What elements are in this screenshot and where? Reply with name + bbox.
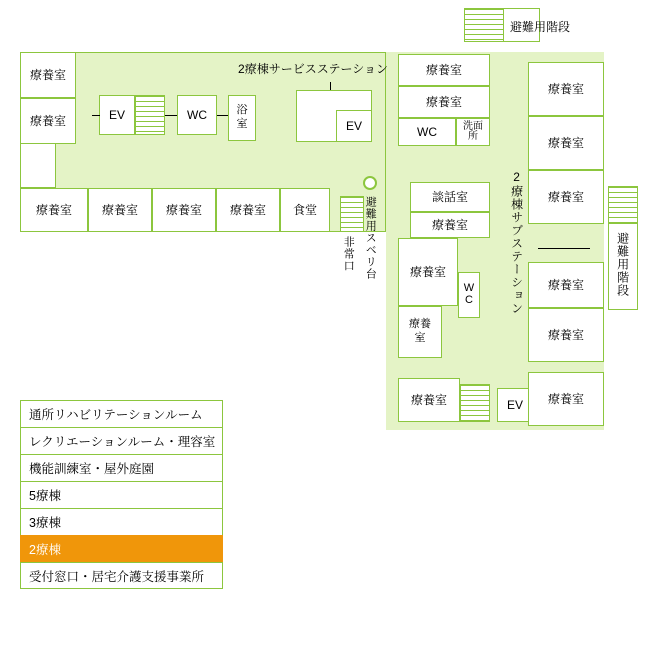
connector-wc-bath [217, 115, 228, 116]
legend-label-0: 通所リハビリテーションルーム [29, 408, 203, 422]
room-bath-left [228, 95, 256, 141]
emergency-exit-label: 非常口 [342, 236, 355, 272]
room-care-center-small [398, 306, 442, 358]
room-bath-label-2: 室 [236, 118, 248, 130]
legend-label-1: レクリエーションルーム・理容室 [29, 435, 216, 449]
room-talk: 談話室 [410, 182, 490, 212]
legend-label-2: 機能訓練室・屋外庭園 [29, 462, 155, 476]
room-care-right-3: 療養室 [528, 170, 604, 224]
stair-hatch-center-bottom [460, 384, 490, 422]
legend-label-6: 受付窓口・居宅介護支援事業所 [29, 569, 205, 584]
stair-label-top: 避難用階段 [510, 20, 571, 34]
wc-mid-label-1: W [463, 282, 475, 295]
care-small-label-1: 療養 [409, 318, 431, 331]
legend-item-6[interactable] [20, 562, 223, 589]
washroom-label-1: 洗面 [463, 120, 483, 132]
legend-label-4: 3療棟 [29, 516, 61, 530]
wc-mid-label-2: C [465, 294, 473, 306]
service-station-label: 2療棟サービスステーション [238, 62, 388, 76]
room-ev-left: EV [99, 95, 135, 135]
room-care-right-5: 療養室 [528, 308, 604, 362]
room-care-right-4: 療養室 [528, 262, 604, 308]
right-stair-connector [538, 248, 590, 249]
care-small-label-2: 室 [414, 332, 426, 344]
legend-item-5-active[interactable] [20, 535, 223, 562]
room-care-right-6: 療養室 [528, 372, 604, 426]
room-care-right-2: 療養室 [528, 116, 604, 170]
room-care-center-1: 療養室 [398, 54, 490, 86]
room-wc-center: WC [398, 118, 456, 146]
legend-item-0[interactable] [20, 400, 223, 427]
room-ev-center-bottom: EV [497, 388, 533, 422]
room-washroom-center [456, 118, 490, 146]
left-stub [20, 144, 56, 188]
connector-hatch-wc [165, 115, 177, 116]
room-care-center-bottom: 療養室 [398, 378, 460, 422]
stair-hatch-left [135, 95, 165, 135]
stair-hatch-right [608, 186, 638, 224]
legend-item-1[interactable] [20, 427, 223, 454]
stair-hatch-top [464, 8, 504, 42]
room-wc-center-mid [458, 272, 480, 318]
room-care-bottom-2: 療養室 [88, 188, 152, 232]
room-bath-label-1: 浴 [236, 104, 248, 117]
room-care-right-1: 療養室 [528, 62, 604, 116]
room-care-bottom-3: 療養室 [152, 188, 216, 232]
slide-escape-marker [363, 176, 377, 190]
room-dining: 食堂 [280, 188, 330, 232]
legend-item-4[interactable] [20, 508, 223, 535]
washroom-label-2: 所 [468, 131, 478, 142]
emergency-exit-hatch [340, 196, 364, 232]
legend-label-3: 5療棟 [29, 489, 61, 503]
legend-label-5: 2療棟 [29, 543, 61, 557]
room-care-below-talk: 療養室 [410, 212, 490, 238]
room-care-bottom-1: 療養室 [20, 188, 88, 232]
room-care-center-mid: 療養室 [398, 238, 458, 306]
room-care-bottom-4: 療養室 [216, 188, 280, 232]
room-wc-left: WC [177, 95, 217, 135]
legend [20, 400, 223, 589]
room-ev-station: EV [336, 110, 372, 142]
stair-label-right: 避難用階段 [615, 232, 630, 297]
legend-item-2[interactable] [20, 454, 223, 481]
room-care-left-2: 療養室 [20, 98, 76, 144]
room-care-center-2: 療養室 [398, 86, 490, 118]
room-care-left-1: 療養室 [20, 52, 76, 98]
sub-station-label: 2療棟サブステーション [509, 170, 524, 315]
legend-item-3[interactable] [20, 481, 223, 508]
connector-ev-hatch [92, 115, 100, 116]
slide-escape-label: 避難用スベリ台 [364, 196, 377, 280]
